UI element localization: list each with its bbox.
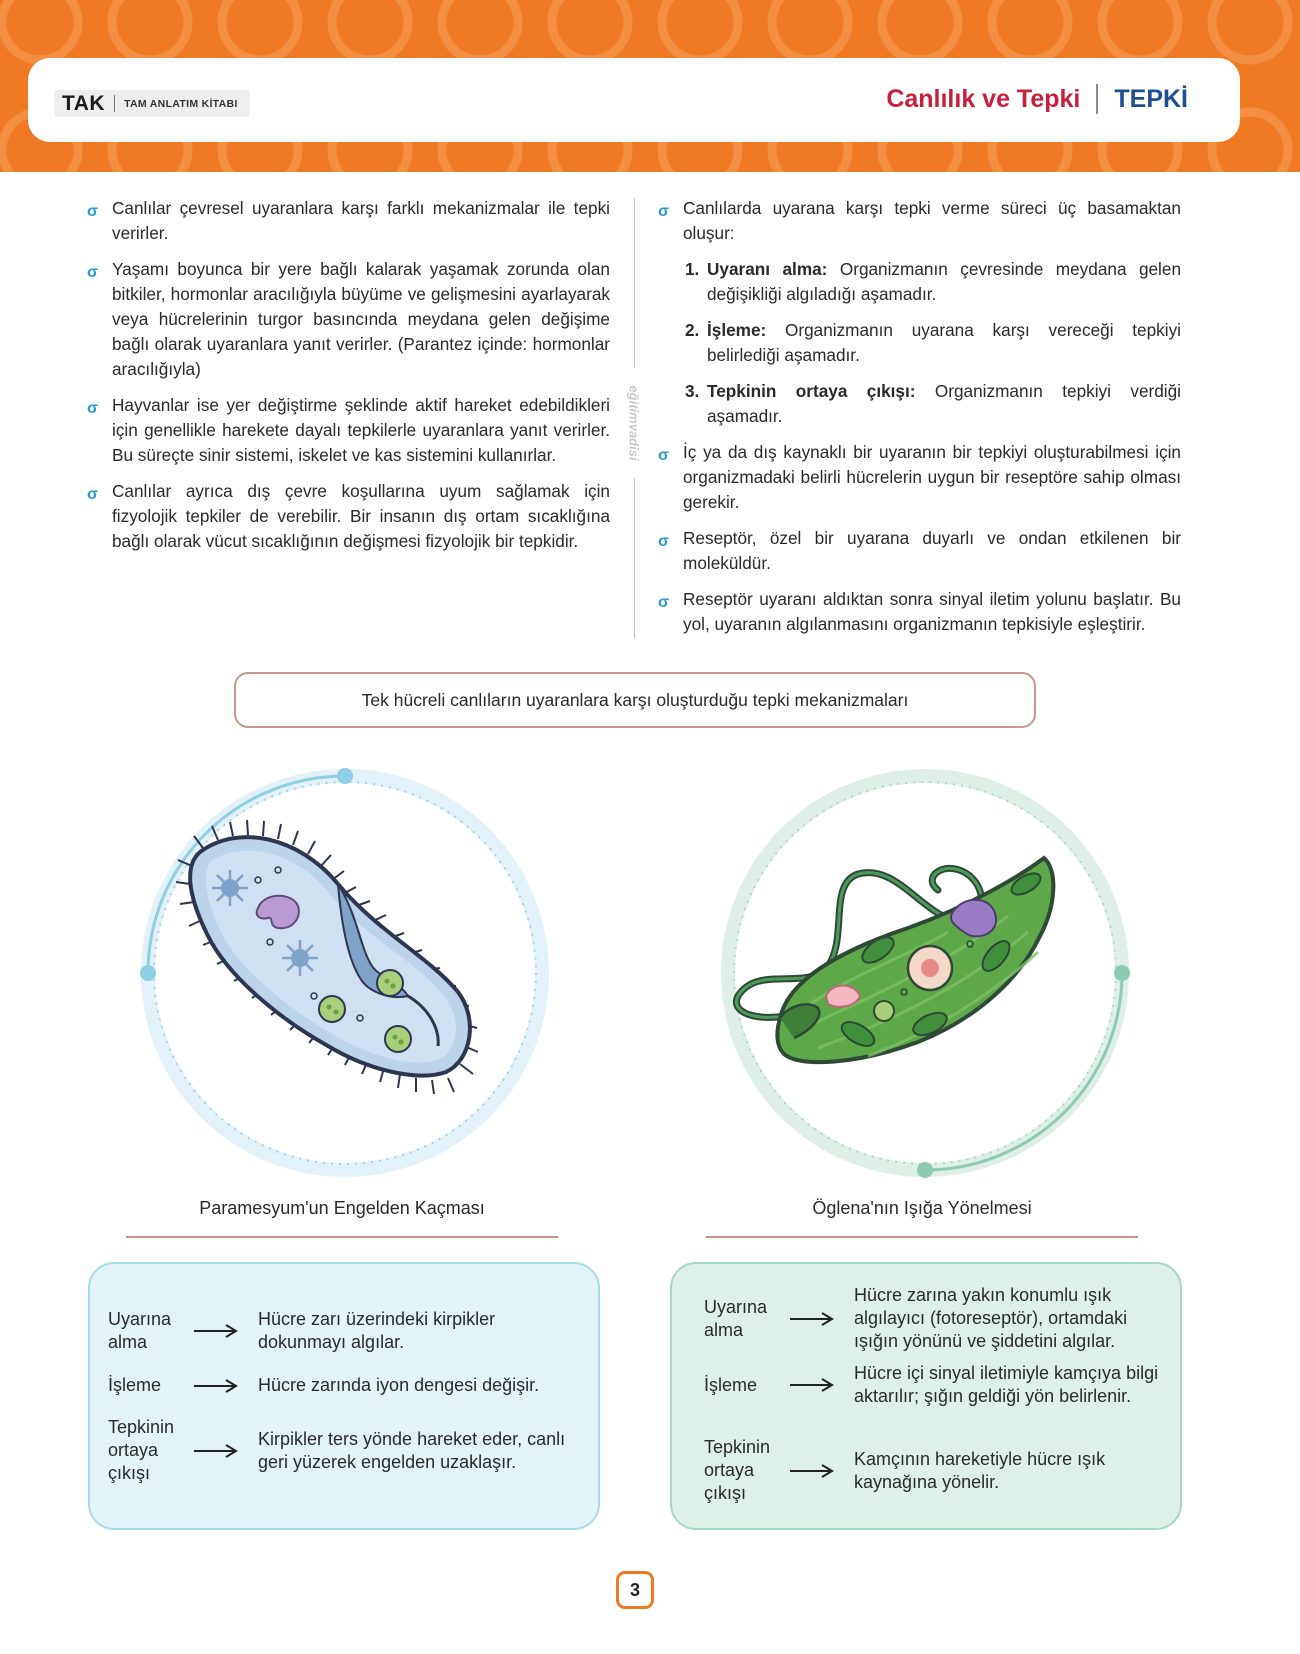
row-text: Hücre zarına yakın konumlu ışık algılayıcı (fotoreseptör), ortamdaki ışığın yönünü ve şiddetini algılar. <box>854 1285 1128 1351</box>
bullet-icon: σ <box>658 203 669 220</box>
info-row <box>704 1362 1170 1408</box>
info-row <box>704 1436 1170 1505</box>
watermark: eğitimvadisi <box>624 368 644 478</box>
info-row <box>704 1284 1170 1353</box>
bullet-icon: σ <box>87 203 98 220</box>
euglena-illustration <box>708 756 1142 1190</box>
step-item: 2. İşleme: Organizmanın uyarana karşı vereceği tepkiyi belirlediği aşamadır. <box>685 320 1181 365</box>
bullet-icon: σ <box>658 533 669 550</box>
paramecium-caption: Paramesyum'un Engelden Kaçması <box>199 1198 485 1218</box>
row-label: Uyarına alma <box>704 1296 768 1340</box>
info-row <box>108 1308 584 1354</box>
list-item: σ Canlılar çevresel uyaranlara karşı farklı mekanizmalar ile tepki verirler. <box>87 198 610 243</box>
bullet-icon: σ <box>87 486 98 503</box>
arrow-right-icon <box>184 1444 248 1458</box>
brand-divider <box>114 95 115 112</box>
paramecium-info-box <box>88 1262 600 1530</box>
brand-logo: TAK <box>62 91 106 115</box>
left-column <box>86 196 610 565</box>
row-label: Tepkinin ortaya çıkışı <box>108 1417 175 1483</box>
info-row <box>108 1374 584 1397</box>
row-text: Kirpikler ters yönde hareket eder, canlı geri yüzerek engelden uzaklaşır. <box>258 1428 566 1472</box>
caption-rule <box>706 1236 1138 1238</box>
section-title: Tek hücreli canlıların uyaranlara karşı oluşturduğu tepki mekanizmaları <box>234 672 1036 728</box>
arrow-right-icon <box>780 1464 844 1478</box>
list-item: σ Reseptör uyaranı aldıktan sonra sinyal iletim yolunu başlatır. Bu yol, uyaranın algılanmasını organizmanın tepkisiyle eşleştirir. <box>658 589 1181 634</box>
row-text: Hücre zarında iyon dengesi değişir. <box>258 1375 540 1395</box>
row-text: Hücre zarı üzerindeki kirpikler dokunmayı algılar. <box>258 1309 496 1352</box>
list-item: σ Canlılar ayrıca dış çevre koşullarına uyum sağlamak için fizyolojik tepkiler de verebilir. Bir insanın dış ortam sıcaklığına bağlı olarak vücut sıcaklığının değişmesi fizyolojik bir tepkidir. <box>87 481 610 551</box>
list-item: σ Yaşamı boyunca bir yere bağlı kalarak yaşamak zorunda olan bitkiler, hormonlar aracılığıyla büyüme ve gelişmesini ayarlayarak veya hücrelerinin turgor basıncında meydana gelen değişime bağlı olarak uyaranlara yanıt verirler. (Parantez içinde: hormonlar aracılığıyla) <box>87 259 610 379</box>
brand-badge <box>54 90 250 117</box>
header-band <box>0 0 1300 172</box>
arrow-right-icon <box>780 1378 844 1392</box>
arrow-right-icon <box>184 1324 248 1338</box>
arrow-right-icon <box>184 1379 248 1393</box>
paramecium-illustration <box>128 756 562 1190</box>
chapter-title: TEPKİ <box>1114 84 1188 113</box>
brand-subtitle: TAM ANLATIM KİTABI <box>124 97 238 110</box>
page-number: 3 <box>616 1571 654 1609</box>
title-divider <box>1096 84 1098 114</box>
row-label: Tepkinin ortaya çıkışı <box>704 1437 771 1503</box>
row-label: Uyarına alma <box>108 1309 172 1352</box>
right-column <box>657 196 1181 648</box>
step-item: 1. Uyaranı alma: Organizmanın çevresinde meydana gelen değişikliği algıladığı aşamadır. <box>685 259 1181 304</box>
euglena-info-box <box>670 1262 1182 1530</box>
row-label: İşleme <box>704 1374 758 1395</box>
arrow-right-icon <box>780 1312 844 1326</box>
row-label: İşleme <box>108 1375 162 1395</box>
row-text: Hücre içi sinyal iletimiyle kamçıya bilgi aktarılır; şığın geldiği yön belirlenir. <box>854 1363 1159 1406</box>
list-item: σ Canlılarda uyarana karşı tepki verme süreci üç basamaktan oluşur: <box>658 198 1181 243</box>
bullet-icon: σ <box>87 400 98 417</box>
list-item: σ İç ya da dış kaynaklı bir uyaranın bir tepkiyi oluşturabilmesi için organizmadaki belirli hücrelerin uygun bir reseptöre sahip olması gerekir. <box>658 442 1181 512</box>
caption-rule <box>126 1236 558 1238</box>
header-card <box>28 58 1240 142</box>
list-item: σ Reseptör, özel bir uyarana duyarlı ve ondan etkilenen bir moleküldür. <box>658 528 1181 573</box>
bullet-icon: σ <box>87 264 98 281</box>
bullet-icon: σ <box>658 594 669 611</box>
header-titles <box>886 84 1188 114</box>
row-text: Kamçının hareketiyle hücre ışık kaynağına yönelir. <box>854 1448 1106 1492</box>
topic-title: Canlılık ve Tepki <box>886 84 1081 113</box>
step-item: 3. Tepkinin ortaya çıkışı: Organizmanın tepkiyi verdiği aşamadır. <box>685 381 1181 426</box>
list-item: σ Hayvanlar ise yer değiştirme şeklinde aktif hareket edebildikleri için genellikle harekete dayalı tepkilerle uyaranlara yanıt verirler. Bu süreçte sinir sistemi, iskelet ve kas sistemini kullanırlar. <box>87 395 610 465</box>
info-row <box>108 1416 584 1485</box>
euglena-caption: Öglena'nın Işığa Yönelmesi <box>812 1198 1032 1218</box>
bullet-icon: σ <box>658 447 669 464</box>
